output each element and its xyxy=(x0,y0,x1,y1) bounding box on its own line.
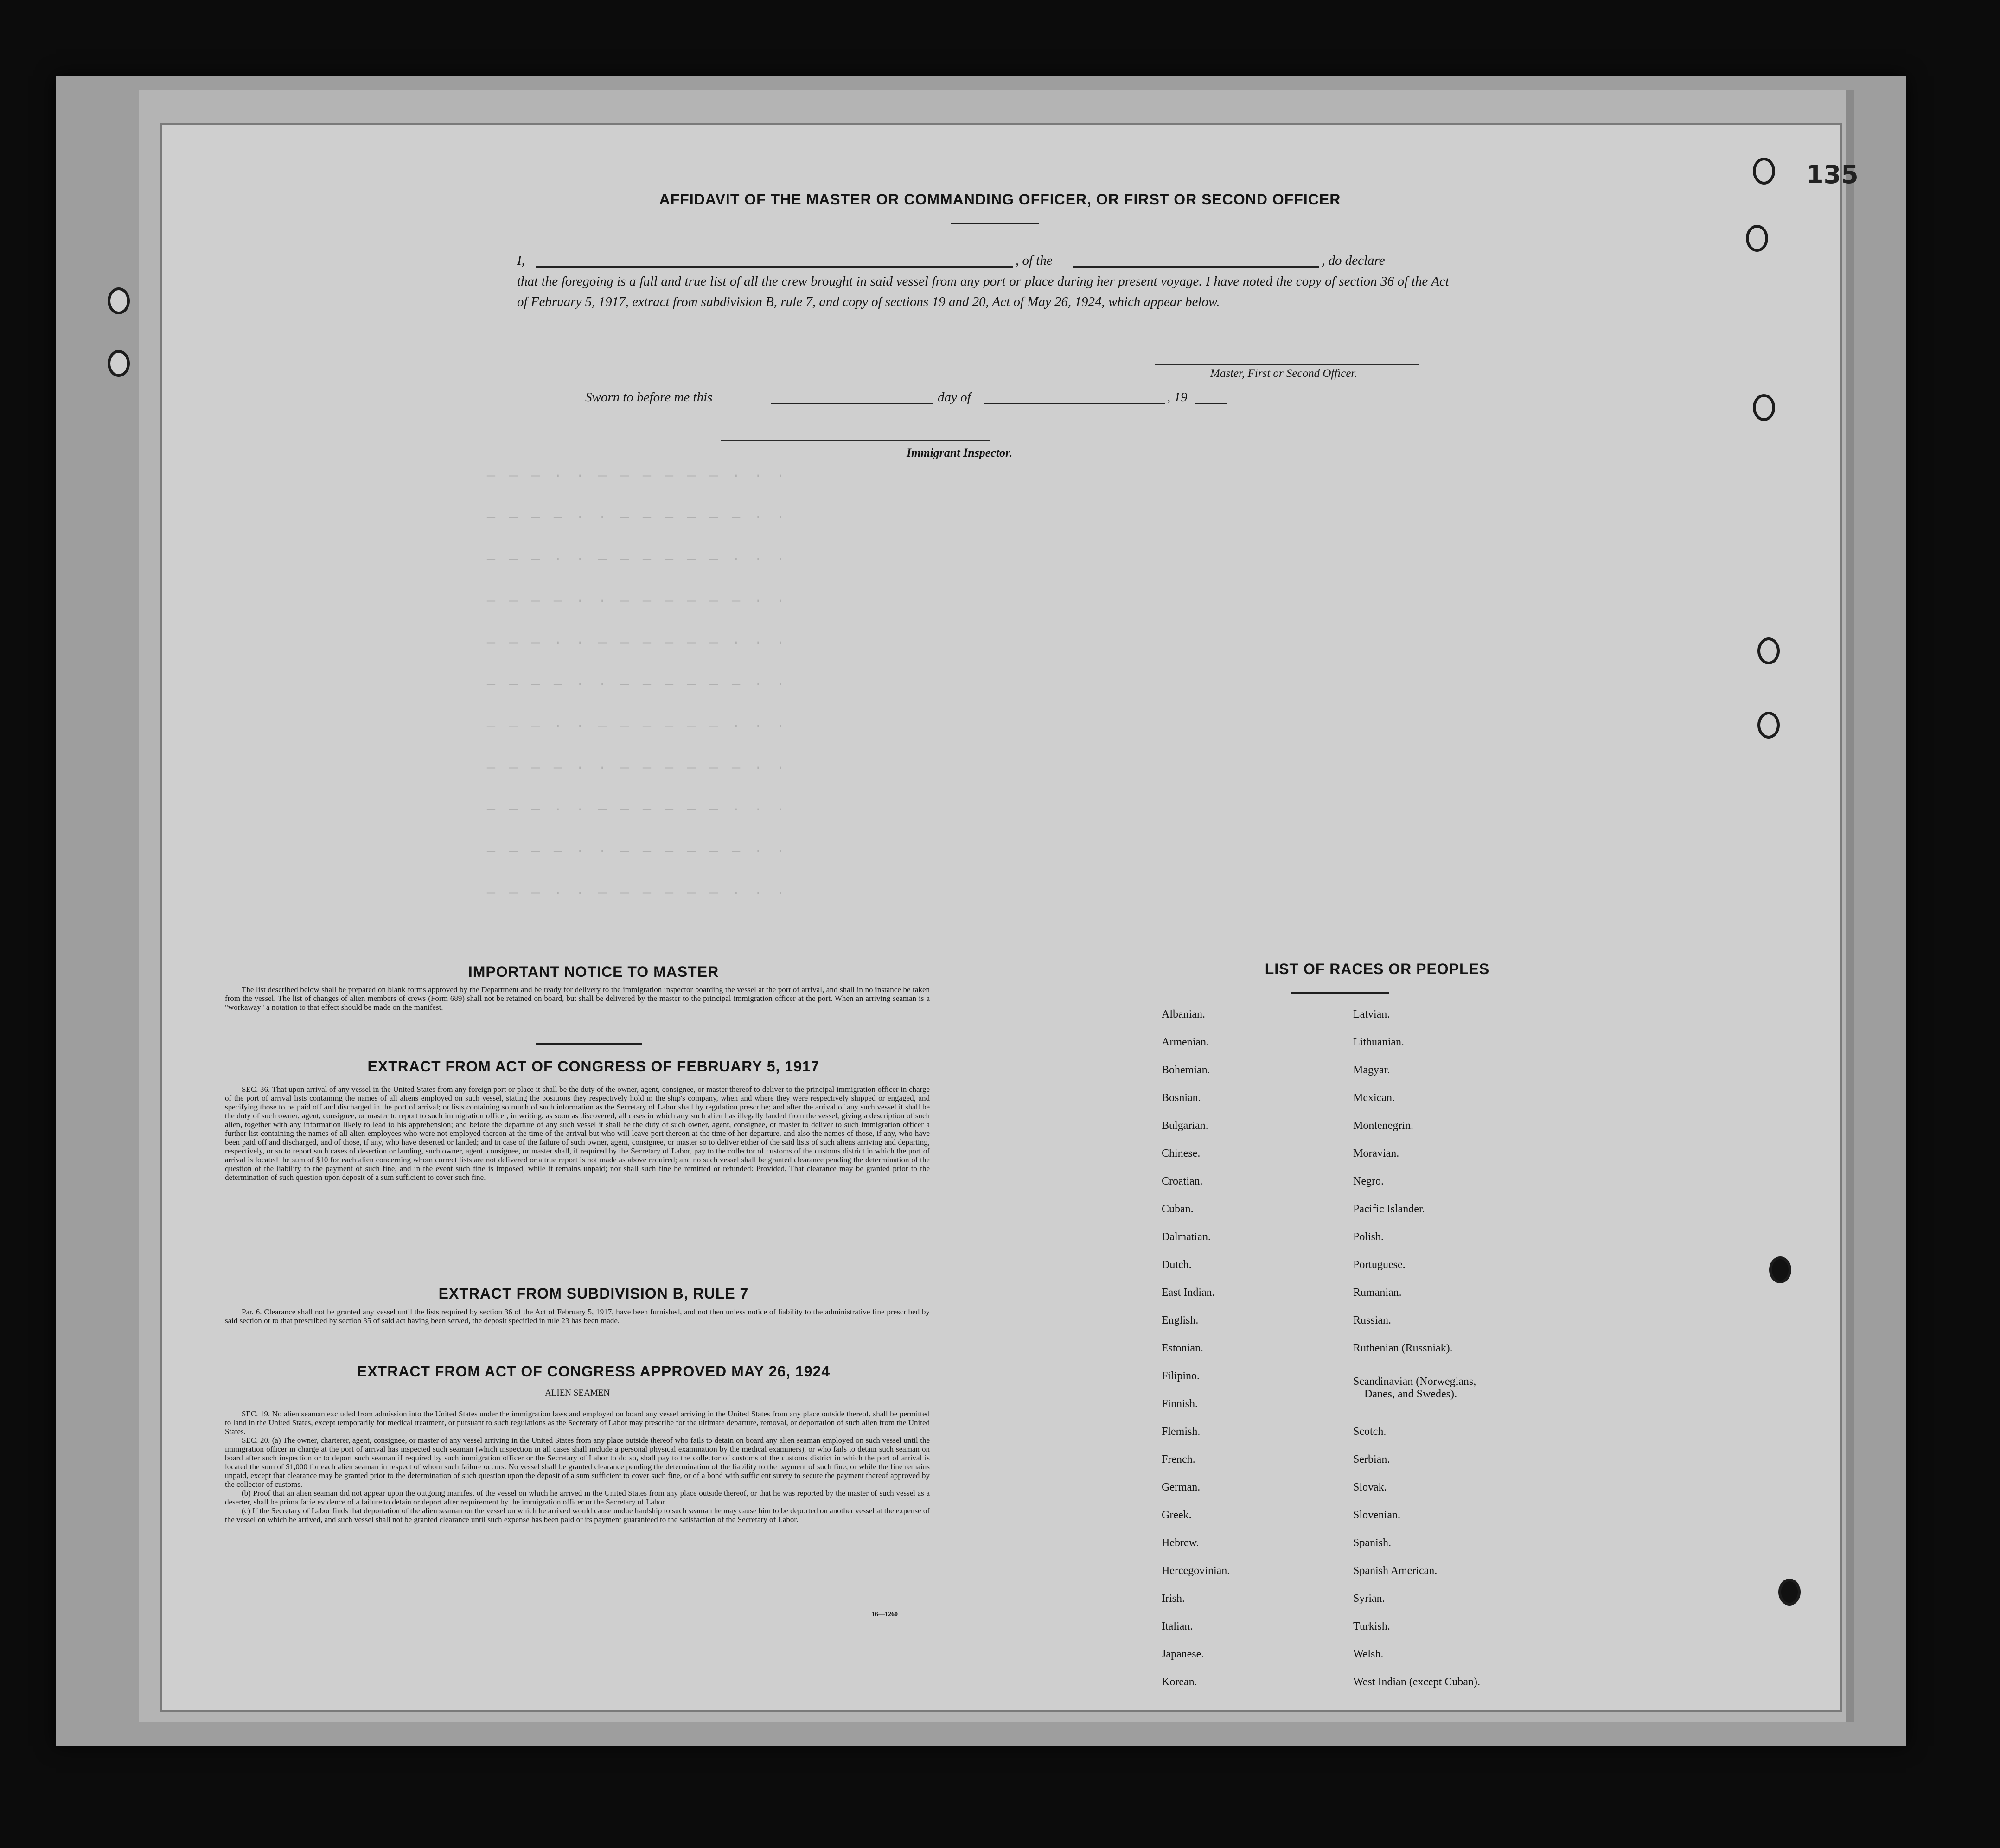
race-item: Scotch. xyxy=(1353,1426,1387,1438)
form-code: 16—1260 xyxy=(872,1611,898,1618)
bleed-through-row: — — — · · — — — — — — · · · xyxy=(487,552,788,567)
inspector-signature-line xyxy=(721,440,990,441)
race-item: Flemish. xyxy=(1162,1426,1201,1438)
race-item: Bohemian. xyxy=(1162,1064,1210,1076)
race-item: Irish. xyxy=(1162,1593,1185,1605)
sworn-year-blank xyxy=(1195,403,1227,404)
binder-hole xyxy=(108,350,130,377)
race-item: Portuguese. xyxy=(1353,1259,1406,1271)
race-item: Mexican. xyxy=(1353,1092,1395,1104)
race-item: Bulgarian. xyxy=(1162,1120,1208,1132)
bleed-through-row: — — — — · · — — — — — — · · xyxy=(487,760,788,776)
declare-suffix: , do declare xyxy=(1322,253,1385,268)
race-item: Japanese. xyxy=(1162,1648,1204,1660)
race-item: German. xyxy=(1162,1481,1201,1493)
extract-rule7-title: EXTRACT FROM SUBDIVISION B, RULE 7 xyxy=(438,1285,749,1302)
extract-rule7-text xyxy=(225,1307,930,1325)
race-item: Scandinavian (Norwegians, Danes, and Swedes). xyxy=(1353,1376,1476,1400)
par-6-paragraph: Par. 6. Clearance shall not be granted any vessel until the lists required by section 36 of the Act of February 5, 1917, have been furnished, and not then unless notice of liability to the administrative fine prescribed by said section or to that prescribed by section 35 of said act having been served, the deposit specified in rule 23 has been made. xyxy=(225,1307,930,1325)
race-item: Montenegrin. xyxy=(1353,1120,1413,1132)
race-item: Albanian. xyxy=(1162,1008,1205,1020)
name-blank xyxy=(536,266,1013,268)
race-item: Greek. xyxy=(1162,1509,1192,1521)
race-item: Chinese. xyxy=(1162,1147,1201,1160)
race-item: Rumanian. xyxy=(1353,1287,1402,1299)
binder-hole xyxy=(1753,158,1775,185)
sworn-day-blank xyxy=(771,403,933,404)
affidavit-title: AFFIDAVIT OF THE MASTER OR COMMANDING OFFICER, OR FIRST OR SECOND OFFICER xyxy=(659,191,1341,208)
race-item: Dutch. xyxy=(1162,1259,1192,1271)
race-item: Finnish. xyxy=(1162,1398,1198,1410)
bleed-through-row: — — — · · — — — — — — · · · xyxy=(487,802,788,818)
race-item: French. xyxy=(1162,1453,1195,1466)
sec-20c-paragraph: (c) If the Secretary of Labor finds that deportation of the alien seaman on the vessel on which he arrived would cause undue hardship to such seaman he may cause him to be deported on another vessel at the expense of the vessel on which he arrived, and such vessel shall not be granted clearance until such expense has been paid or its payment guaranteed to the satisfaction of the Secretary of Labor. xyxy=(225,1506,930,1524)
affidavit-body: that the foregoing is a full and true list of all the crew brought in said vessel from any port or place during her present voyage. I have noted the copy of section 36 of the Act of February 5, 1917, extract from subdivision B, rule 7, and copy of sections 19 and 20, Act of May 26, 1924, which appear below. xyxy=(517,274,1449,309)
race-item: Estonian. xyxy=(1162,1342,1203,1354)
extract-1917-title: EXTRACT FROM ACT OF CONGRESS OF FEBRUARY 5, 1917 xyxy=(367,1058,820,1075)
race-item: Turkish. xyxy=(1353,1620,1390,1632)
race-item: Russian. xyxy=(1353,1314,1392,1326)
race-item: Hercegovinian. xyxy=(1162,1565,1230,1577)
bleed-through-row: — — — · · — — — — — — · · · xyxy=(487,468,788,484)
page-number: 135 xyxy=(1806,160,1859,189)
binder-hole xyxy=(1769,1256,1791,1283)
race-item: English. xyxy=(1162,1314,1199,1326)
sec-20b-paragraph: (b) Proof that an alien seaman did not appear upon the outgoing manifest of the vessel on which he arrived in the United States from any place outside thereof, or that he was reported by the master of such vessel as a deserter, shall be prima facie evidence of a failure to detain or deport after requirement by the immigration officer or the Secretary of Labor. xyxy=(225,1489,930,1506)
vessel-blank xyxy=(1073,266,1319,268)
sec-19-paragraph: SEC. 19. No alien seaman excluded from admission into the United States under the immigration laws and employed on board any vessel arriving in the United States from any place outside thereof, shall be permitted to land in the United States, except temporarily for medical treatment, or pursuant to such regulations as the Secretary of Labor may prescribe for the ultimate departure, removal, or deportation of such alien from the United States. xyxy=(225,1409,930,1436)
races-column-2 xyxy=(1353,1008,1613,1704)
sworn-day-label: day of xyxy=(938,390,971,405)
race-item: Ruthenian (Russniak). xyxy=(1353,1342,1453,1354)
race-item: East Indian. xyxy=(1162,1287,1215,1299)
race-item: Cuban. xyxy=(1162,1203,1194,1215)
race-item: Serbian. xyxy=(1353,1453,1390,1466)
bleed-through-row: — — — — · · — — — — — — · · xyxy=(487,677,788,693)
bleed-through-row: — — — · · — — — — — — · · · xyxy=(487,719,788,734)
race-item: Bosnian. xyxy=(1162,1092,1201,1104)
affidavit-declaration-line xyxy=(517,250,1449,271)
inspector-signature-label: Immigrant Inspector. xyxy=(907,446,1013,459)
binder-hole xyxy=(108,287,130,314)
sworn-month-blank xyxy=(984,403,1165,404)
race-item: Croatian. xyxy=(1162,1175,1203,1187)
races-divider xyxy=(1291,992,1389,994)
title-underline xyxy=(951,223,1039,224)
race-item: Pacific Islander. xyxy=(1353,1203,1425,1215)
bleed-through-row: — — — — · · — — — — — — · · xyxy=(487,510,788,526)
notice-divider xyxy=(536,1043,642,1045)
race-item: Filipino. xyxy=(1162,1370,1200,1382)
race-item: Moravian. xyxy=(1353,1147,1399,1160)
declarant-prefix: I, xyxy=(517,253,525,268)
race-item: Magyar. xyxy=(1353,1064,1390,1076)
bleed-through-row: — — — — · · — — — — — — · · xyxy=(487,593,788,609)
binder-hole xyxy=(1753,394,1775,421)
sec-36-paragraph: SEC. 36. That upon arrival of any vessel in the United States from any foreign port or place it shall be the duty of the owner, agent, consignee, or master thereof to deliver to the principal immigration officer in charge of the port of arrival lists containing the names of all aliens employed on such vessel, stating the positions they respectively hold in the ship's company, when and where they were respectively shipped or engaged, and specifying those to be paid off and discharged in the port of arrival; or lists containing so much of such information as the Secretary of Labor shall by regulation prescribe; and after the arrival of any such vessel it shall be the duty of such owner, agent, consignee, or master to report to such immigration officer, in writing, as soon as discovered, all cases in which any such alien has illegally landed from the vessel, giving a description of such alien, together with any information likely to lead to his apprehension; and before the departure of any such vessel it shall be the duty of such owner, agent, consignee, or master to deliver to such immigration officer a further list containing the names of all alien employees who were not employed thereon at the time of the arrival but who will leave port thereon at the time of her departure, and also the names of those, if any, who have been paid off and discharged, and of those, if any, who have deserted or landed; and in case of the failure of such owner, agent, consignee, or master so to deliver either of the said lists of such aliens arriving and departing, respectively, or so to report such cases of desertion or landing, such owner, agent, consignee, or master shall, if required by the Secretary of Labor, pay to the collector of customs of the customs district in which the port of arrival is located the sum of $10 for each alien concerning whom correct lists are not delivered or a true report is not made as above required; and no such vessel shall be granted clearance pending the determination of the question of the liability to the payment of such fine, and in the event such fine is imposed, while it remains unpaid; nor shall such fine be remitted or refunded: Provided, That clearance may be granted prior to the determination of such question upon deposit of a sum sufficient to cover such fine. xyxy=(225,1085,930,1182)
races-column-1 xyxy=(1162,1008,1347,1704)
race-item: Korean. xyxy=(1162,1676,1197,1688)
notice-paragraph: The list described below shall be prepared on blank forms approved by the Department and be ready for delivery to the immigration inspector boarding the vessel at the port of arrival, and shall in no instance be taken from the vessel. The list of changes of alien members of crews (Form 689) shall not be retained on board, but shall be delivered by the master to the principal immigration officer at the port. When an arriving seaman is a "workaway" a notation to that effect should be made on the manifest. xyxy=(225,985,930,1012)
race-item: Syrian. xyxy=(1353,1593,1385,1605)
sworn-year-label: , 19 xyxy=(1167,390,1188,405)
race-item: Italian. xyxy=(1162,1620,1193,1632)
race-item: Spanish. xyxy=(1353,1537,1392,1549)
sworn-prefix: Sworn to before me this xyxy=(585,390,713,405)
notice-title: IMPORTANT NOTICE TO MASTER xyxy=(468,963,719,980)
bleed-through-row: — — — · · — — — — — — · · · xyxy=(487,886,788,901)
extract-1917-text xyxy=(225,1085,930,1182)
races-title: LIST OF RACES OR PEOPLES xyxy=(1265,961,1490,977)
binder-hole xyxy=(1757,637,1780,664)
sworn-line xyxy=(585,387,1234,408)
signature-line xyxy=(1155,364,1419,365)
alien-seamen-subtitle: ALIEN SEAMEN xyxy=(545,1388,610,1398)
race-item: Spanish American. xyxy=(1353,1565,1438,1577)
binder-hole xyxy=(1778,1579,1801,1606)
race-item: Slovak. xyxy=(1353,1481,1387,1493)
race-item: Polish. xyxy=(1353,1231,1384,1243)
race-item: Lithuanian. xyxy=(1353,1036,1404,1048)
extract-1924-text xyxy=(225,1409,930,1524)
binder-hole xyxy=(1746,225,1768,252)
race-item: West Indian (except Cuban). xyxy=(1353,1676,1480,1688)
bleed-through-row: — — — · · — — — — — — · · · xyxy=(487,635,788,651)
binder-hole xyxy=(1757,712,1780,739)
race-item: Dalmatian. xyxy=(1162,1231,1211,1243)
race-item: Latvian. xyxy=(1353,1008,1390,1020)
bleed-through-row: — — — — · · — — — — — — · · xyxy=(487,844,788,860)
master-signature-label: Master, First or Second Officer. xyxy=(1210,367,1357,380)
race-item: Armenian. xyxy=(1162,1036,1209,1048)
notice-text xyxy=(225,985,930,1012)
race-item: Hebrew. xyxy=(1162,1537,1199,1549)
extract-1924-title: EXTRACT FROM ACT OF CONGRESS APPROVED MAY 26, 1924 xyxy=(357,1363,831,1380)
vessel-prefix: , of the xyxy=(1016,253,1053,268)
race-item: Negro. xyxy=(1353,1175,1384,1187)
race-item: Welsh. xyxy=(1353,1648,1384,1660)
sec-20a-paragraph: SEC. 20. (a) The owner, charterer, agent, consignee, or master of any vessel arriving in the United States from any place outside thereof who fails to detain on board any alien seaman employed on such vessel until the immigration officer in charge at the port of arrival has inspected such seaman (which inspection in all cases shall include a personal physical examination by the medical examiners), or who fails to detain such seaman on board after such inspection or to deport such seaman if required by such immigration officer or the Secretary of Labor to do so, shall pay to the collector of customs of the customs district in which the port of arrival is located the sum of $1,000 for each alien seaman in respect of whom such failure occurs. No vessel shall be granted clearance pending the determination of the liability to the payment of such fine, or while the fine remains unpaid, except that clearance may be granted prior to the determination of such question upon the deposit of a sum sufficient to cover such fine, or of a bond with sufficient surety to secure the payment thereof approved by the collector of customs. xyxy=(225,1436,930,1489)
race-item: Slovenian. xyxy=(1353,1509,1400,1521)
